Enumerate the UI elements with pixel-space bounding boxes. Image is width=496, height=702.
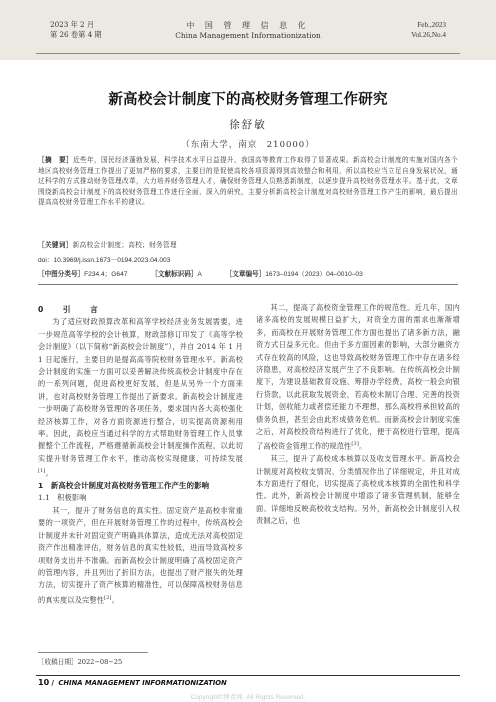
footer-journal: CHINA MANAGEMENT INFORMATIONIZATION (58, 679, 227, 687)
doc-code-label: ［文献标识码］ (151, 270, 198, 278)
clc-value: F234.4；G647 (84, 271, 128, 278)
body-column-right (256, 302, 460, 528)
date-en: Feb.,2023 (417, 21, 446, 29)
front-matter-divider (38, 284, 458, 285)
page-footer: 10 / CHINA MANAGEMENT INFORMATIONIZATION (38, 678, 227, 687)
section-1-heading: 1 新高校会计制度对高校财务管理工作产生的影响 (38, 481, 210, 491)
keywords-label: ［关键词］ (38, 241, 73, 249)
doc-code-value: A (197, 271, 202, 278)
keywords (38, 239, 177, 249)
volume-issue: 第 26 卷第 4 期 (50, 30, 102, 39)
copyright-watermark: Copyright©博看网. All Rights Reserved. (190, 694, 306, 701)
received-date (38, 656, 122, 666)
volume-en: Vol.26,No.4 (411, 31, 446, 39)
journal-name-en: China Management Informationization (175, 31, 321, 40)
header-divider (36, 53, 460, 54)
section-1-1-paragraph-2: 其二，提高了高校资金管理工作的规范性。近几年，国内诸多高校的发展规模日益扩大，对资金方面的需求也渐渐增多，而高校在开展财务管理工作方面也提出了诸多新方法，融资方式日益多元化。但由于多方面因素的影响，大部分融资方式存在较高的风险，这也导致高校财务管理工作中存在诸多经济隐患，对高校经济发展产生了不良影响。在传统高校会计制度下，为建设基础教育设施、筹措办学经费，高校一般会向银行贷款，以此获取发展资金，若高校未制订合理、完善的投资计划，创收能力或者偿还能力不理想，那么高校将承担较高的债务负担，甚至会由此形成债务危机。而新高校会计制度实施之后，对高校投资结构进行了优化，便于高校进行管理，提高了高校资金管理工作的规范性[3]。 (256, 303, 460, 451)
received-value: 2022−08−25 (77, 658, 123, 666)
section-1-1-paragraph-3: 其三，提升了高校成本核算以及收支管理水平。新高校会计制度对高校收支情况、分类情况作出了详细规定，并且对成本方面进行了细化，切实提高了高校成本核算的全面性和科学性。此外，新高校会计制度中增添了诸多管理机制，能够全面、详细地反映高校收支结构。另外，新高校会计制度引入权责制之后，也 (256, 454, 460, 526)
abstract-label: ［摘 要］ (38, 156, 74, 164)
footer-divider (36, 675, 460, 676)
citation: [2] (104, 594, 112, 601)
article-id-value: 1673–0194（2023）04–0010–03 (265, 271, 363, 278)
clc-label: ［中图分类号］ (38, 270, 85, 278)
year-month: 2023 年 2 月 (50, 20, 95, 29)
page-header (0, 0, 496, 60)
received-divider (38, 652, 148, 653)
citation: [1] (38, 468, 46, 475)
body-column-left (38, 304, 243, 607)
classification-line (38, 268, 385, 278)
section-1-1-heading: 1.1 积极影响 (38, 493, 87, 503)
abstract (38, 155, 458, 208)
author-name: 徐舒敏 (229, 119, 267, 131)
issue-info-en (411, 20, 446, 40)
citation: [3] (351, 441, 359, 448)
section-0-paragraph: 为了适应财政预算改革和高等学校经济业务发展需要，进一步规范高等学校的会计核算，财政部修订印发了《高等学校会计制度》（以下简称“新高校会计制度”），并自 2014 年 1 月 1 日起施行，主要目的是提高高等院校财务管理水平。新高校会计制度的实施一方面可以妥善解决传统高校会计制度中存在的一系列问题，促进高校更好发展，但是从另外一个方面来讲，也对高校财务管理工作提出了新要求。新高校会计制度进一步明确了高校财务管理的各项任务，要求国内各大高校强化经济核算工作，对各方面资源进行整合，切实提高资源利用率。因此，高校应当通过科学的方式帮助财务管理工作人员掌握整个工作流程，严格遵循新高校会计制度操作流程，以此切实提升财务管理工作水平，推动高校实现健康、可持续发展[1]。 (38, 317, 243, 478)
keywords-text: 新高校会计制度；高校；财务管理 (72, 241, 177, 249)
article-id-label: ［文章编号］ (225, 270, 266, 278)
page-number: 10 (38, 678, 50, 687)
doi-value: 10.3969/j.issn.1673－0194.2023.04.003 (53, 257, 171, 264)
doi (38, 254, 170, 264)
doi-label: doi： (38, 257, 54, 264)
author-affiliation: （东南大学，南京 210000） (181, 140, 315, 150)
section-0-heading: 0 引 言 (38, 305, 104, 314)
article-title: 新高校会计制度下的高校财务管理工作研究 (108, 92, 388, 108)
received-label: ［收稿日期］ (38, 658, 78, 666)
abstract-text: 近些年，国民经济蓬勃发展，科学技术水平日益提升，我国高等教育工作取得了显著成果。新高校会计制度的实施对国内各个地区高校财务管理工作提出了更加严格的要求，主要目的是促使高校各项资源得到高效整合和利用，所以高校应当立足自身发展状况，通过科学的方式推动财务管理改革，大力培养财务管理人才，确保财务管理人员熟悉新制度，以逐步提升高校财务管理水平。基于此，文章围绕新高校会计制度下的高校财务管理工作进行全面、深入的研究，主要分析新高校会计制度对高校财务管理工作产生的影响，最后提出提高高校财务管理工作水平的建议。 (38, 156, 459, 207)
journal-name-cn: 中 国 管 理 信 息 化 (186, 21, 310, 30)
section-1-1-paragraph-1: 其一，提升了财务信息的真实性。固定资产是高校非常重要的一项资产，但在开展财务管理工作的过程中，传统高校会计制度并未针对固定资产明确具体算法，造成无法对高校固定资产作出精准评估，财务信息的真实性较低，进而导致高校多项财务支出并不准确。而新高校会计制度明确了高校固定资产的管理内容，并且列出了折旧方法，也提出了财产报失的处理方法，切实提升了资产核算的精准性，可以保障高校财务信息的真实度以及完整性[2]。 (38, 505, 243, 605)
